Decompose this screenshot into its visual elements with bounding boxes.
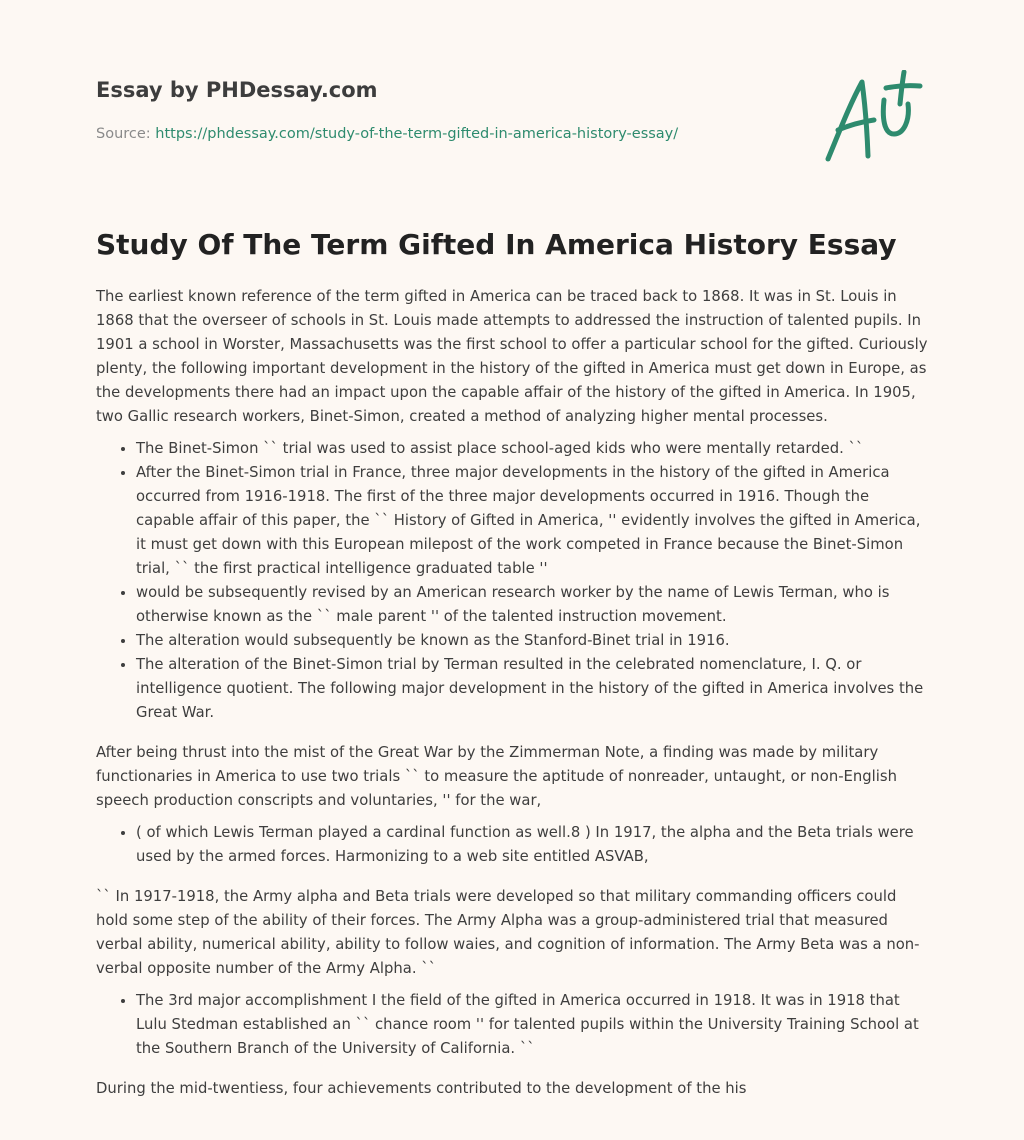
list-item: • would be subsequently revised by an American research worker by the name of Lewis Terman, who is otherwise known as the `` male parent '' of the talented instruction movement. <box>136 581 928 629</box>
list-item: • The 3rd major accomplishment I the field of the gifted in America occurred in 1918. It was in 1918 that Lulu Stedman established an `` chance room '' for talented pupils within the University Training School at the Southern Branch of the University of California. `` <box>136 989 928 1061</box>
bullet-list-3 <box>96 989 928 1061</box>
essay-title: Study Of The Term Gifted In America History Essay <box>96 228 897 261</box>
paragraph-3: `` In 1917-1918, the Army alpha and Beta trials were developed so that military commanding officers could hold some step of the ability of their forces. The Army Alpha was a group-administered trial that measured verbal ability, numerical ability, ability to follow waies, and cognition of information. The Army Beta was a non-verbal opposite number of the Army Alpha. `` <box>96 888 920 977</box>
site-title: Essay by PHDessay.com <box>96 78 378 102</box>
source-line <box>96 124 678 144</box>
list-item: • The alteration of the Binet-Simon trial by Terman resulted in the celebrated nomenclature, I. Q. or intelligence quotient. The following major development in the history of the gifted in America involves the Great War. <box>136 653 928 725</box>
bullet-list-1 <box>96 437 928 725</box>
paragraph-4: During the mid-twentiess, four achievements contributed to the development of the his <box>96 1080 747 1097</box>
bullet-list-2 <box>96 821 928 869</box>
a-plus-logo-icon <box>824 70 924 166</box>
essay-body <box>96 285 928 1117</box>
source-link[interactable]: https://phdessay.com/study-of-the-term-gifted-in-america-history-essay/ <box>155 126 679 142</box>
list-item: • The Binet-Simon `` trial was used to assist place school-aged kids who were mentally retarded. `` <box>136 437 928 461</box>
paragraph-2: After being thrust into the mist of the Great War by the Zimmerman Note, a finding was made by military functionaries in America to use two trials `` to measure the aptitude of nonreader, untaught, or non-English speech production conscripts and voluntaries, '' for the war, <box>96 744 897 809</box>
list-item: • After the Binet-Simon trial in France, three major developments in the history of the gifted in America occurred from 1916-1918. The first of the three major developments occurred in 1916. Though the capable affair of this paper, the `` History of Gifted in America, '' evidently involves the gifted in America, it must get down with this European milepost of the work competed in France because the Binet-Simon trial, `` the first practical intelligence graduated table '' <box>136 461 928 581</box>
list-item: • The alteration would subsequently be known as the Stanford-Binet trial in 1916. <box>136 629 928 653</box>
paragraph-1: The earliest known reference of the term gifted in America can be traced back to 1868. It was in St. Louis in 1868 that the overseer of schools in St. Louis made attempts to addressed the instruction of talented pupils. In 1901 a school in Worster, Massachusetts was the first school to offer a particular school for the gifted. Curiously plenty, the following important development in the history of the gifted in America must get down in Europe, as the developments there had an impact upon the capable affair of the history of the gifted in America. In 1905, two Gallic research workers, Binet-Simon, created a method of analyzing higher mental processes. <box>96 288 928 425</box>
list-item: • ( of which Lewis Terman played a cardinal function as well.8 ) In 1917, the alpha and the Beta trials were used by the armed forces. Harmonizing to a web site entitled ASVAB, <box>136 821 928 869</box>
source-label: Source: <box>96 126 151 142</box>
